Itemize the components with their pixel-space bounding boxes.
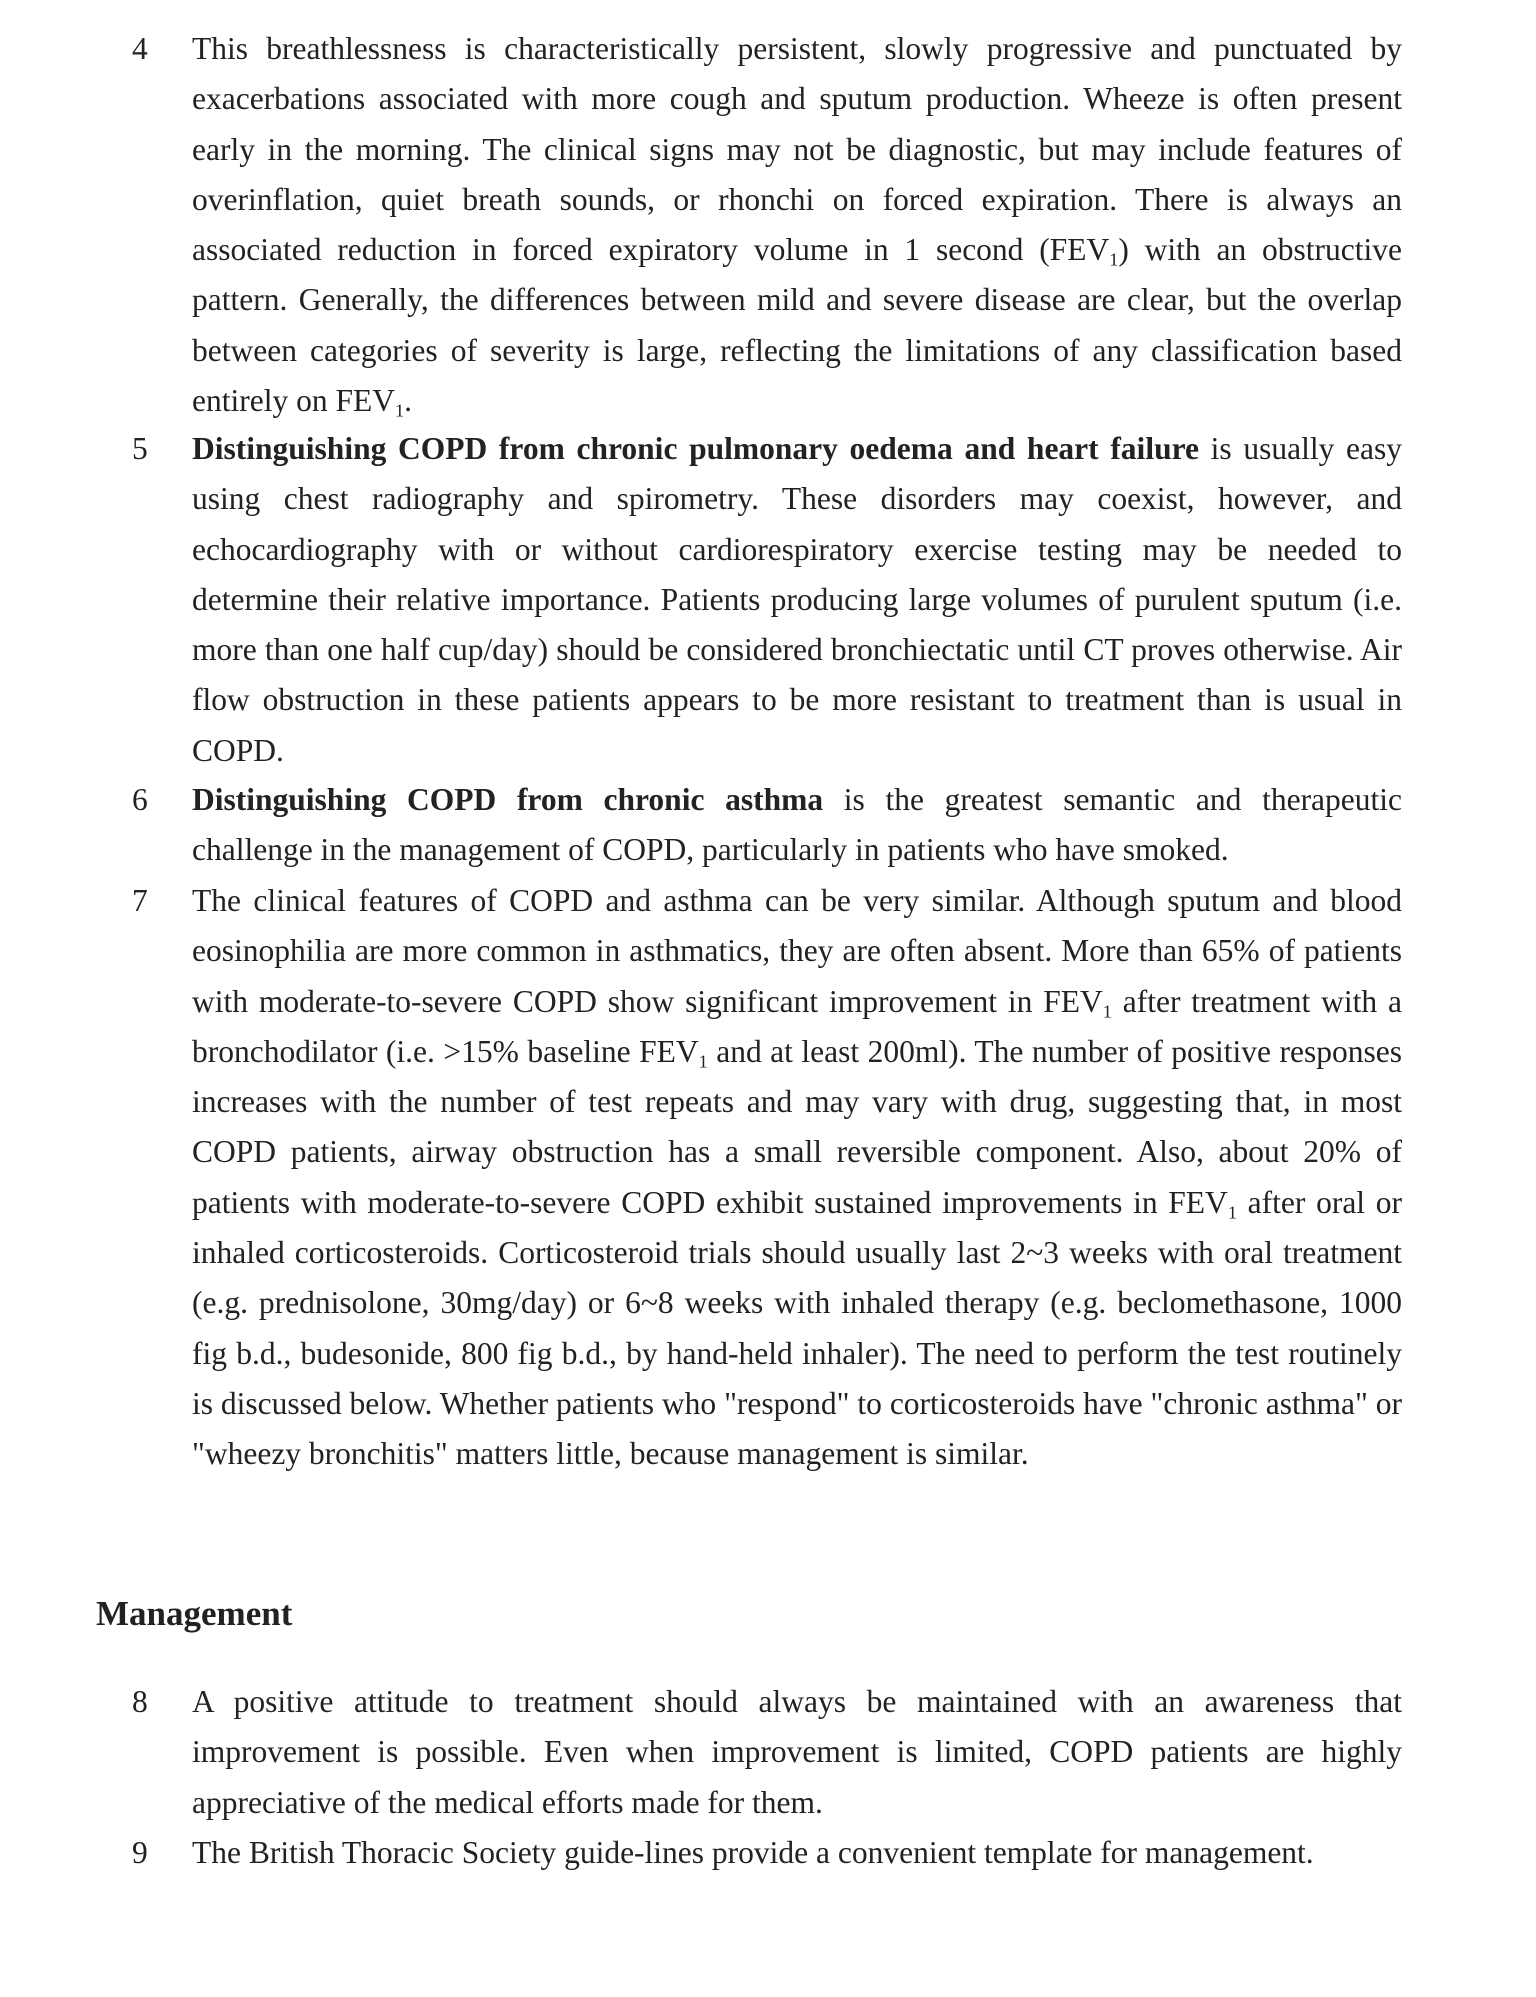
text-run: and at least 200ml). The number of positive responses increases with the number of test repeats and may vary with drug, suggesting that, in most COPD patients, airway obstruction has a small reversible component. Also, about 20% of patients with moderate-to-severe COPD exhibit sustained improvements in FEV [192,1033,1402,1220]
bold-lead-phrase: Distinguishing COPD from chronic asthma [192,782,824,817]
subscript: 1 [1102,1001,1112,1022]
subscript: 1 [698,1051,708,1072]
text-run: is usually easy using chest radiography and spirometry. These disorders may coexist, however, and echocardiography with or without cardiorespiratory exercise testing may be needed to determine their relative importance. Patients producing large volumes of purulent sputum (i.e. more than one half cup/day) should be considered bronchiectatic until CT proves otherwise. Air flow obstruction in these patients appears to be more resistant to treatment than is usual in COPD. [192,431,1402,768]
subscript: 1 [1227,1202,1237,1223]
item-number: 4 [132,31,148,66]
text-run: is the greatest semantic and therapeutic challenge in the management of COPD, particularly in patients who have smoked. [192,782,1403,868]
item-number: 8 [132,1684,148,1719]
text-run: ) with an obstructive pattern. Generally, the differences between mild and severe disease are clear, but the overlap between categories of severity is large, reflecting the limitations of any classification based entirely on FEV [192,232,1402,419]
paragraph-7 [192,876,1402,1480]
paragraph-4 [192,24,1402,426]
item-number: 9 [132,1835,148,1870]
text-run: after treatment with a bronchodilator (i.e. >15% baseline FEV [192,983,1402,1069]
text-run: This breathlessness is characteristically persistent, slowly progressive and punctuated by exacerbations associated with more cough and sputum production. Wheeze is often present early in the morning. The clinical signs may not be diagnostic, but may include features of overinflation, quiet breath sounds, or rhonchi on forced expiration. There is always an associated reduction in forced expiratory volume in 1 second (FEV [192,31,1402,268]
paragraph-9 [192,1828,1402,1878]
paragraph-5 [192,424,1402,776]
subscript: 1 [394,400,405,421]
text-run: The clinical features of COPD and asthma can be very similar. Although sputum and blood eosinophilia are more common in asthmatics, they are often absent. More than 65% of patients with moderate-to-severe COPD show significant improvement in FEV [192,883,1402,1019]
item-number: 7 [132,883,148,918]
bold-lead-phrase: Distinguishing COPD from chronic pulmonary oedema and heart failure [192,431,1199,466]
text-run: The British Thoracic Society guide-lines provide a convenient template for management. [192,1835,1314,1870]
item-number: 6 [132,782,148,817]
subscript: 1 [1109,249,1119,270]
text-run: A positive attitude to treatment should always be maintained with an awareness that improvement is possible. Even when improvement is limited, COPD patients are highly appreciative of the medical efforts made for them. [192,1684,1402,1820]
item-number: 5 [132,431,148,466]
text-run: after oral or inhaled corticosteroids. Corticosteroid trials should usually last 2~3 weeks with oral treatment (e.g. prednisolone, 30mg/day) or 6~8 weeks with inhaled therapy (e.g. beclomethasone, 1000 fig b.d., budesonide, 800 fig b.d., by hand-held inhaler). The need to perform the test routinely is discussed below. Whether patients who "respond" to corticosteroids have "chronic asthma" or "wheezy bronchitis" matters little, because management is similar. [192,1184,1403,1472]
paragraph-8 [192,1677,1402,1828]
paragraph-6 [192,775,1402,876]
section-heading-management: Management [96,1594,293,1633]
text-run: . [404,383,412,419]
